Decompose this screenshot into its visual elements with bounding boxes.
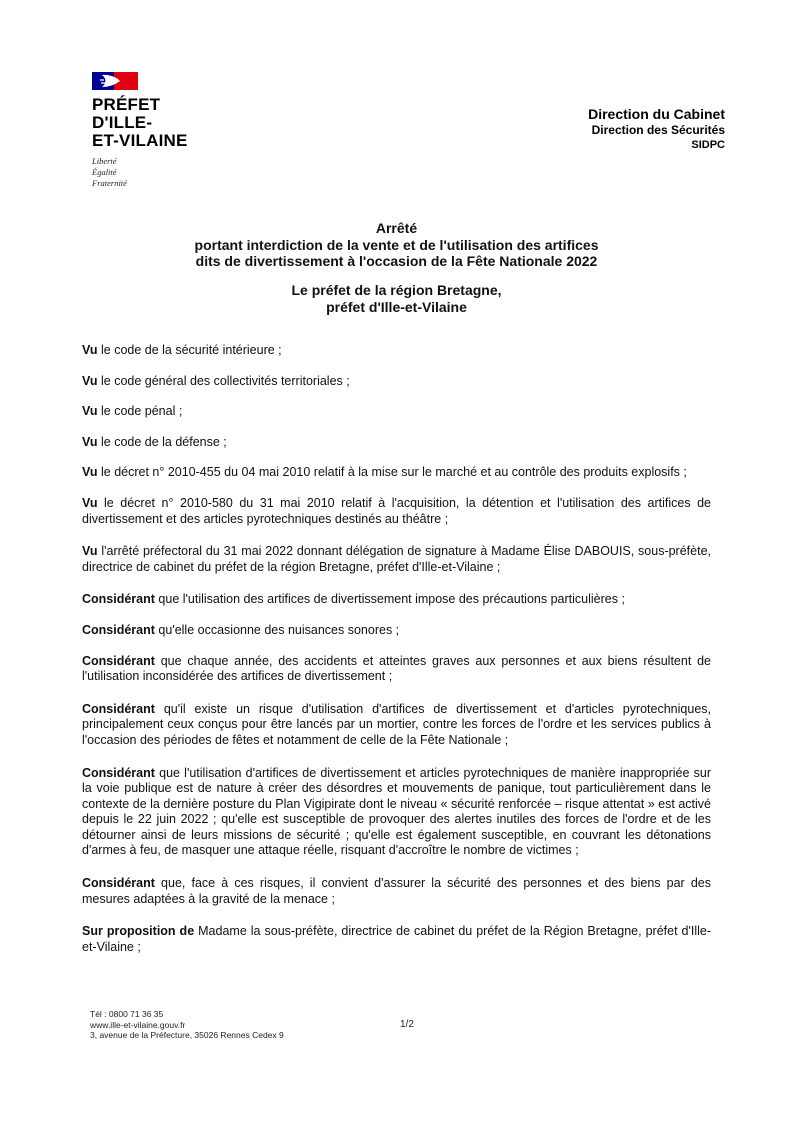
paragraph-text: le code de la défense ; <box>97 434 227 449</box>
prefet-line-2: préfet d'Ille-et-Vilaine <box>326 299 467 315</box>
paragraph-text: que l'utilisation d'artifices de divertissement et articles pyrotechniques de manière inappropriée sur la voie publique est de nature à créer des désordres et mouvements de panique, tout particulièrement dans le contexte de la dernière posture du Plan Vigipirate dont le niveau « sécurité renforcée – risque attentat » est activé depuis le 22 juin 2022 ; qu'elle est susceptible de provoquer des alertes inutiles des forces de l'ordre et de les détourner ainsi de leurs missions de sécurité ; qu'elle est également susceptible, en couvrant les détonations d'armes à feu, de masquer une attaque réelle, risquant d'accroître le nombre de victimes ; <box>82 765 711 858</box>
paragraph-lead: Considérant <box>82 701 155 716</box>
motto-egalite: Égalité <box>92 167 117 177</box>
paragraph-text: qu'il existe un risque d'utilisation d'artifices de divertissement et d'articles pyrotechniques, principalement ceux conçus pour être lancés par un mortier, contre les forces de l'ordre et les services publics à l'occasion des périodes de fêtes et notamment de celle de la Fête Nationale ; <box>82 701 711 747</box>
paragraph-lead: Considérant <box>82 622 155 637</box>
prefet-heading <box>0 282 793 316</box>
prefet-line-1: Le préfet de la région Bretagne, <box>291 282 502 298</box>
paragraph-lead: Sur proposition de <box>82 924 195 939</box>
paragraph-lead: Considérant <box>82 765 155 780</box>
direction-cabinet: Direction du Cabinet <box>588 106 725 122</box>
motto-liberte: Liberté <box>92 156 117 166</box>
paragraph-text: le décret n° 2010-455 du 04 mai 2010 relatif à la mise sur le marché et au contrôle des produits explosifs ; <box>97 465 687 480</box>
paragraph-text: le code de la sécurité intérieure ; <box>97 343 282 357</box>
visa-paragraph <box>82 343 711 359</box>
paragraph-lead: Vu <box>82 544 98 559</box>
paragraph-text: le décret n° 2010-580 du 31 mai 2010 relatif à l'acquisition, la détention et l'utilisation des artifices de divertissement et des articles pyrotechniques destinés au théâtre ; <box>82 495 711 526</box>
issuing-service <box>588 106 725 152</box>
visa-paragraph <box>82 465 711 481</box>
proposition-paragraph <box>82 924 711 955</box>
paragraph-text: le code général des collectivités territoriales ; <box>97 373 350 388</box>
footer-address: 3, avenue de la Préfecture, 35026 Rennes Cedex 9 <box>90 1030 284 1040</box>
footer-website: www.ille-et-vilaine.gouv.fr <box>90 1019 186 1030</box>
paragraph-text: Madame la sous-préfète, directrice de cabinet du préfet de la Région Bretagne, préfet d'Ille-et-Vilaine ; <box>82 924 712 954</box>
footer-contact <box>90 1009 284 1041</box>
paragraph-lead: Vu <box>82 434 98 449</box>
considerant-paragraph <box>82 702 711 749</box>
visa-paragraph <box>82 544 711 575</box>
prefecture-name-line: D'ILLE- <box>92 113 153 132</box>
page-number: 1/2 <box>400 1019 414 1030</box>
prefecture-name <box>92 96 212 150</box>
paragraph-text: que, face à ces risques, il convient d'assurer la sécurité des personnes et des biens par des mesures adaptées à la gravité de la menace ; <box>82 876 711 906</box>
paragraph-lead: Vu <box>82 465 98 480</box>
title-line-3: dits de divertissement à l'occasion de la Fête Nationale 2022 <box>195 253 598 269</box>
prefecture-logo <box>92 72 212 189</box>
paragraph-lead: Considérant <box>82 876 155 891</box>
document-title <box>0 220 793 270</box>
paragraph-lead: Vu <box>82 343 98 357</box>
considerant-paragraph <box>82 766 711 860</box>
considerant-paragraph <box>82 654 711 685</box>
considerant-paragraph <box>82 876 711 907</box>
paragraph-text: l'arrêté préfectoral du 31 mai 2022 donnant délégation de signature à Madame Élise DABOUIS, sous-préfète, directrice de cabinet du préfet de la région Bretagne, préfet d'Ille-et-Vilaine ; <box>82 544 711 574</box>
direction-securites: Direction des Sécurités <box>591 123 725 137</box>
marianne-flag-icon <box>92 72 138 90</box>
visa-paragraph <box>82 374 711 390</box>
prefecture-name-line: ET-VILAINE <box>92 131 188 150</box>
visa-paragraph <box>82 496 711 527</box>
footer-phone: Tél : 0800 71 36 35 <box>90 1009 164 1019</box>
paragraph-lead: Considérant <box>82 592 155 607</box>
paragraph-lead: Vu <box>82 404 98 419</box>
service-sidpc: SIDPC <box>691 139 725 151</box>
republic-motto <box>92 156 212 189</box>
paragraph-text: que chaque année, des accidents et atteintes graves aux personnes et aux biens résultent de l'utilisation inconsidérée des artifices de divertissement ; <box>82 653 711 684</box>
motto-fraternite: Fraternité <box>92 178 127 188</box>
paragraph-text: qu'elle occasionne des nuisances sonores ; <box>154 622 400 637</box>
considerant-paragraph <box>82 592 711 608</box>
visa-paragraph <box>82 435 711 451</box>
paragraph-lead: Vu <box>82 373 98 388</box>
title-line-2: portant interdiction de la vente et de l'utilisation des artifices <box>194 236 599 253</box>
title-line-1: Arrêté <box>375 220 418 236</box>
paragraph-lead: Considérant <box>82 653 155 668</box>
paragraph-text: le code pénal ; <box>97 404 183 419</box>
paragraph-lead: Vu <box>82 495 98 510</box>
document-body <box>82 343 711 972</box>
prefecture-name-line: PRÉFET <box>92 95 161 114</box>
visa-paragraph <box>82 404 711 420</box>
considerant-paragraph <box>82 623 711 639</box>
paragraph-text: que l'utilisation des artifices de divertissement impose des précautions particulières ; <box>154 592 625 607</box>
